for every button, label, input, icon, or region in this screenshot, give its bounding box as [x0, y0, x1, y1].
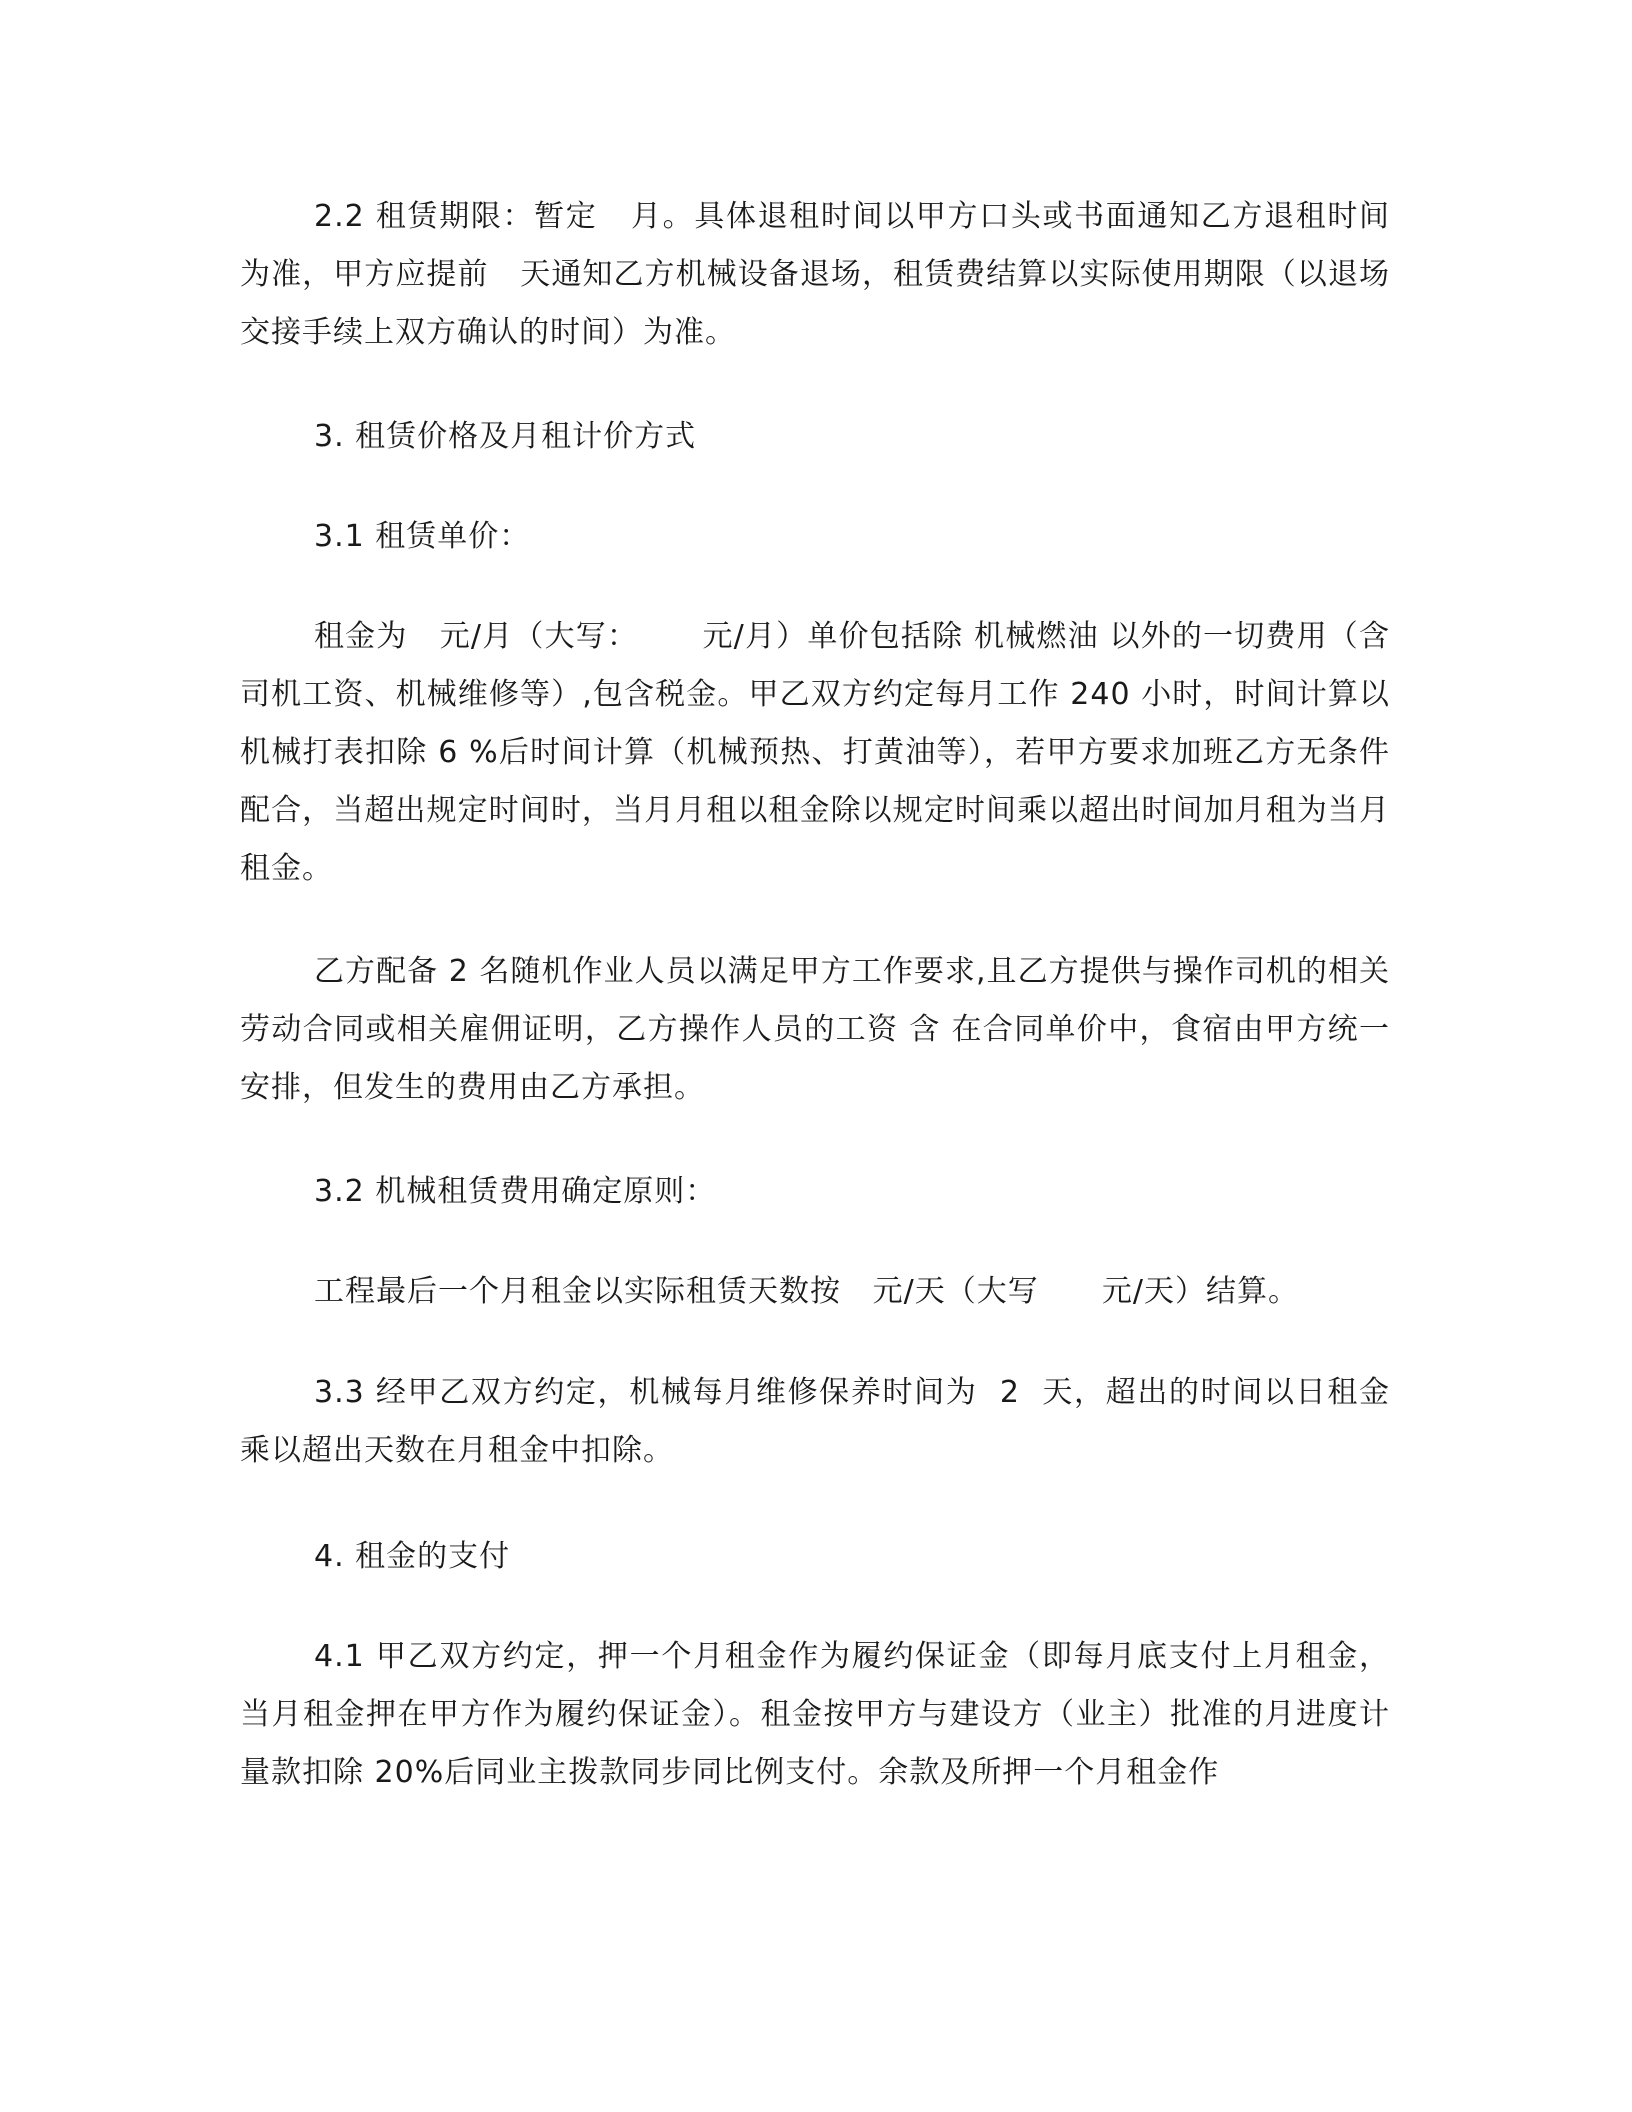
clause-4-1-payment: 4.1 甲乙双方约定，押一个月租金作为履约保证金（即每月底支付上月租金，当月租金押在甲方作为履约保证金）。租金按甲方与建设方（业主）批准的月进度计量款扣除 20%后同业主拨款同步同比例支付。余款及所押一个月租金作 — [240, 1639, 1390, 1790]
final-month-rent-paragraph: 工程最后一个月租金以实际租赁天数按 元/天（大写 元/天）结算。 — [314, 1274, 1300, 1309]
clause-3-3-maintenance: 3.3 经甲乙双方约定，机械每月维修保养时间为 2 天，超出的时间以日租金乘以超出天数在月租金中扣除。 — [240, 1375, 1390, 1468]
clause-3-2-heading: 3.2 机械租赁费用确定原则： — [314, 1174, 717, 1209]
operator-staffing-paragraph: 乙方配备 2 名随机作业人员以满足甲方工作要求,且乙方提供与操作司机的相关劳动合同或相关雇佣证明，乙方操作人员的工资 含 在合同单价中，食宿由甲方统一安排，但发生的费用由乙方承担。 — [240, 954, 1390, 1105]
clause-3-1-heading: 3.1 租赁单价： — [314, 519, 531, 554]
clause-2-2-lease-term: 2.2 租赁期限：暂定 月。具体退租时间以甲方口头或书面通知乙方退租时间为准，甲方应提前 天通知乙方机械设备退场，租赁费结算以实际使用期限（以退场交接手续上双方确认的时间）为准。 — [240, 199, 1390, 350]
section-4-heading: 4. 租金的支付 — [314, 1539, 511, 1574]
section-3-heading: 3. 租赁价格及月租计价方式 — [314, 419, 697, 454]
rent-unit-price-paragraph: 租金为 元/月（大写： 元/月）单价包括除 机械燃油 以外的一切费用（含司机工资、机械维修等）,包含税金。甲乙双方约定每月工作 240 小时，时间计算以机械打表扣除 6 %后时间计算（机械预热、打黄油等），若甲方要求加班乙方无条件配合，当超出规定时间时，当月月租以租金除以规定时间乘以超出时间加月租为当月租金。 — [240, 619, 1390, 886]
